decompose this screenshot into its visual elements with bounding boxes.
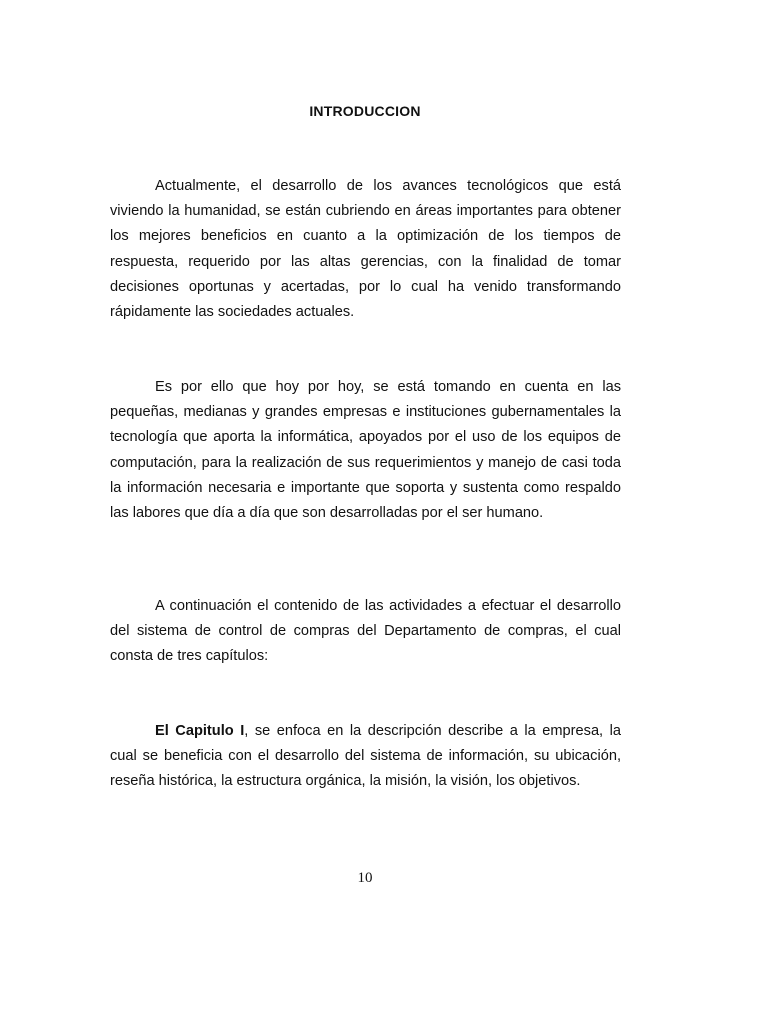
page-title: INTRODUCCION — [309, 103, 421, 119]
chapter-1-lead: El Capitulo I — [155, 723, 245, 739]
chapter-1-text: , se enfoca en la descripción describe a la empresa, la cual se beneficia con el desarrollo del sistema de información, su ubicación, reseña histórica, la estructura orgánica, la misión, la visión, los objetivos. — [110, 723, 621, 790]
paragraph-3: A continuación el contenido de las actividades a efectuar el desarrollo del sistema de control de compras del Departamento de compras, el cual consta de tres capítulos: — [110, 598, 621, 665]
paragraph-2: Es por ello que hoy por hoy, se está tomando en cuenta en las pequeñas, medianas y grandes empresas e instituciones gubernamentales la tecnología que aporta la informática, apoyados por el uso de los equipos de computación, para la realización de sus requerimientos y manejo de casi toda la información necesaria e importante que soporta y sustenta como respaldo las labores que día a día que son desarrolladas por el ser humano. — [110, 379, 621, 522]
paragraph-1: Actualmente, el desarrollo de los avances tecnológicos que está viviendo la humanidad, se están cubriendo en áreas importantes para obtener los mejores beneficios en cuanto a la optimización de los tiempos de respuesta, requerido por las altas gerencias, con la finalidad de tomar decisiones oportunas y acertadas, por lo cual ha venido transformando rápidamente las sociedades actuales. — [110, 178, 621, 321]
page-number: 10 — [357, 870, 373, 886]
paragraph-chapter-1 — [110, 719, 621, 795]
